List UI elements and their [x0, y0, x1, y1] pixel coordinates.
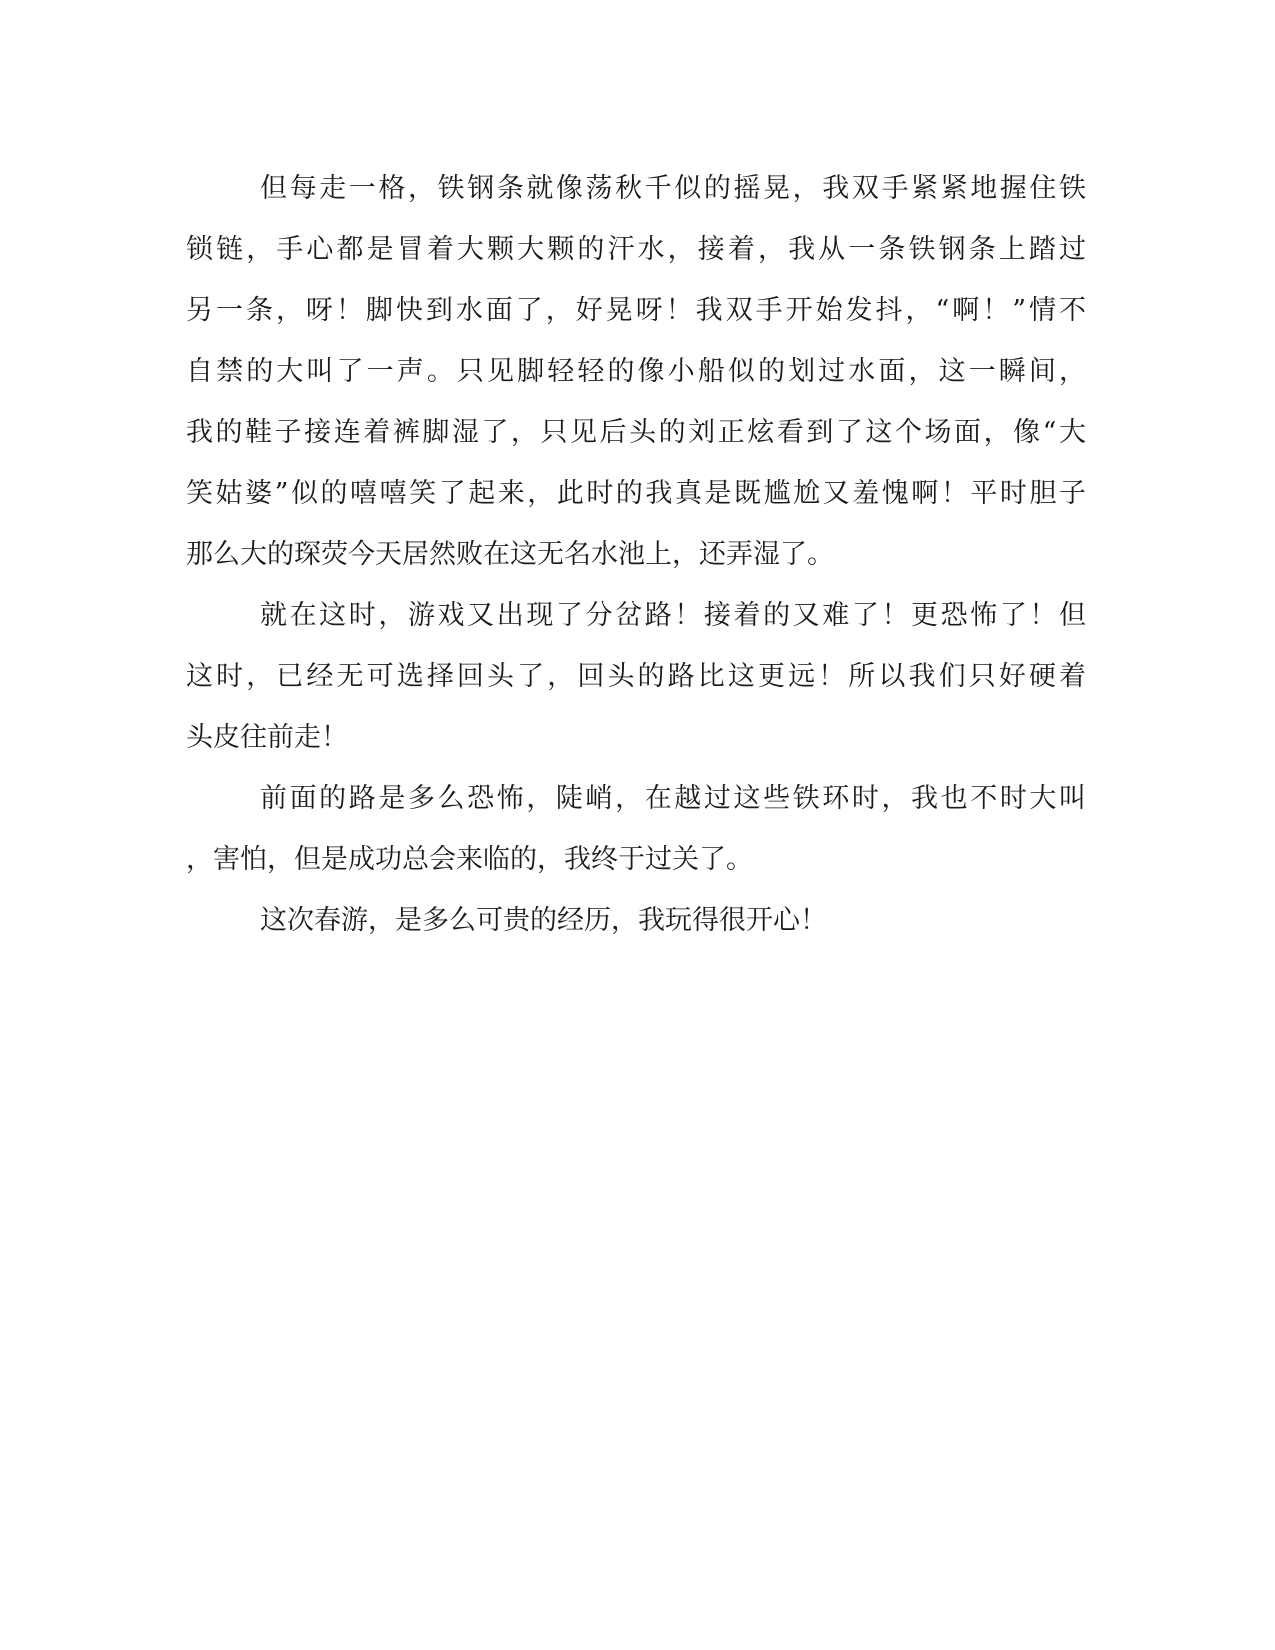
text-line: 就在这时，游戏又出现了分岔路！接着的又难了！更恐怖了！但: [260, 600, 1086, 631]
text-line: 我的鞋子接连着裤脚湿了，只见后头的刘正炫看到了这个场面，像“大: [186, 417, 1086, 448]
text-line: ，害怕，但是成功总会来临的，我终于过关了。: [186, 844, 753, 875]
document-body: [186, 158, 1086, 951]
text-line: 那么大的琛荧今天居然败在这无名水池上，还弄湿了。: [186, 539, 834, 570]
text-line: 这时，已经无可选择回头了，回头的路比这更远！所以我们只好硬着: [186, 661, 1086, 692]
text-line: 另一条，呀！脚快到水面了，好晃呀！我双手开始发抖，“啊！”情不: [186, 295, 1086, 326]
paragraph-3: [186, 768, 1086, 890]
text-line: 自禁的大叫了一声。只见脚轻轻的像小船似的划过水面，这一瞬间，: [186, 356, 1086, 387]
text-line: 头皮往前走！: [186, 722, 348, 753]
paragraph-2: [186, 585, 1086, 768]
text-line: 锁链，手心都是冒着大颗大颗的汗水，接着，我从一条铁钢条上踏过: [186, 234, 1086, 265]
text-line: 但每走一格，铁钢条就像荡秋千似的摇晃，我双手紧紧地握住铁: [260, 173, 1086, 204]
text-line: 前面的路是多么恐怖，陡峭，在越过这些铁环时，我也不时大叫: [260, 783, 1086, 814]
paragraph-1: [186, 158, 1086, 585]
text-line: 笑姑婆”似的嘻嘻笑了起来，此时的我真是既尴尬又羞愧啊！平时胆子: [186, 478, 1086, 509]
text-line: 这次春游，是多么可贵的经历，我玩得很开心！: [260, 905, 827, 936]
paragraph-4: [186, 890, 1086, 951]
